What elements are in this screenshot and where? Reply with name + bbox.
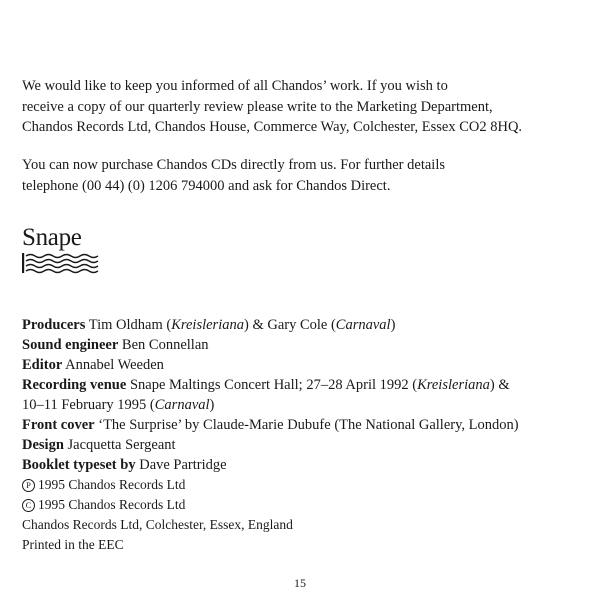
snape-logo-text: Snape (22, 224, 82, 251)
snape-waves-icon (22, 253, 100, 275)
credit-producers: Producers Tim Oldham (Kreisleriana) & Gary Cole (Carnaval) (22, 317, 396, 333)
marketing-line: Chandos Records Ltd, Chandos House, Commerce Way, Colchester, Essex CO2 8HQ. (22, 119, 523, 135)
credit-label: Design (22, 437, 64, 453)
chandos-direct-paragraph (22, 155, 592, 196)
credit-front-cover: Front cover ‘The Surprise’ by Claude-Marie Dubufe (The National Gallery, London) (22, 417, 519, 433)
credit-label: Producers (22, 317, 86, 333)
phonogram-icon: P (22, 479, 35, 492)
marketing-line: We would like to keep you informed of all Chandos’ work. If you wish to (22, 78, 448, 94)
credit-label: Booklet typeset by (22, 457, 136, 473)
credits-block (22, 315, 592, 555)
snape-logo (22, 224, 102, 276)
credit-recording-venue-cont: 10–11 February 1995 (Carnaval) (22, 397, 215, 413)
direct-line: You can now purchase Chandos CDs directly from us. For further details (22, 157, 445, 173)
direct-line: telephone (00 44) (0) 1206 794000 and ask for Chandos Direct. (22, 177, 391, 194)
phonogram-line: P 1995 Chandos Records Ltd (22, 475, 592, 495)
credit-editor: Editor Annabel Weeden (22, 357, 164, 373)
marketing-paragraph (22, 76, 592, 138)
credit-sound-engineer: Sound engineer Ben Connellan (22, 337, 209, 353)
credit-label: Editor (22, 357, 63, 373)
printed-note: Printed in the EEC (22, 537, 124, 552)
company-address: Chandos Records Ltd, Colchester, Essex, England (22, 517, 293, 532)
credit-label: Recording venue (22, 377, 127, 393)
credit-label: Front cover (22, 417, 95, 433)
credit-recording-venue: Recording venue Snape Maltings Concert Hall; 27–28 April 1992 (Kreisleriana) & (22, 377, 510, 393)
credit-label: Sound engineer (22, 337, 119, 353)
copyright-line: C 1995 Chandos Records Ltd (22, 495, 592, 515)
marketing-line: receive a copy of our quarterly review please write to the Marketing Department, (22, 98, 493, 115)
page-number: 15 (294, 576, 306, 590)
credit-typeset: Booklet typeset by Dave Partridge (22, 457, 227, 473)
copyright-icon: C (22, 499, 35, 512)
credit-design: Design Jacquetta Sergeant (22, 437, 176, 453)
